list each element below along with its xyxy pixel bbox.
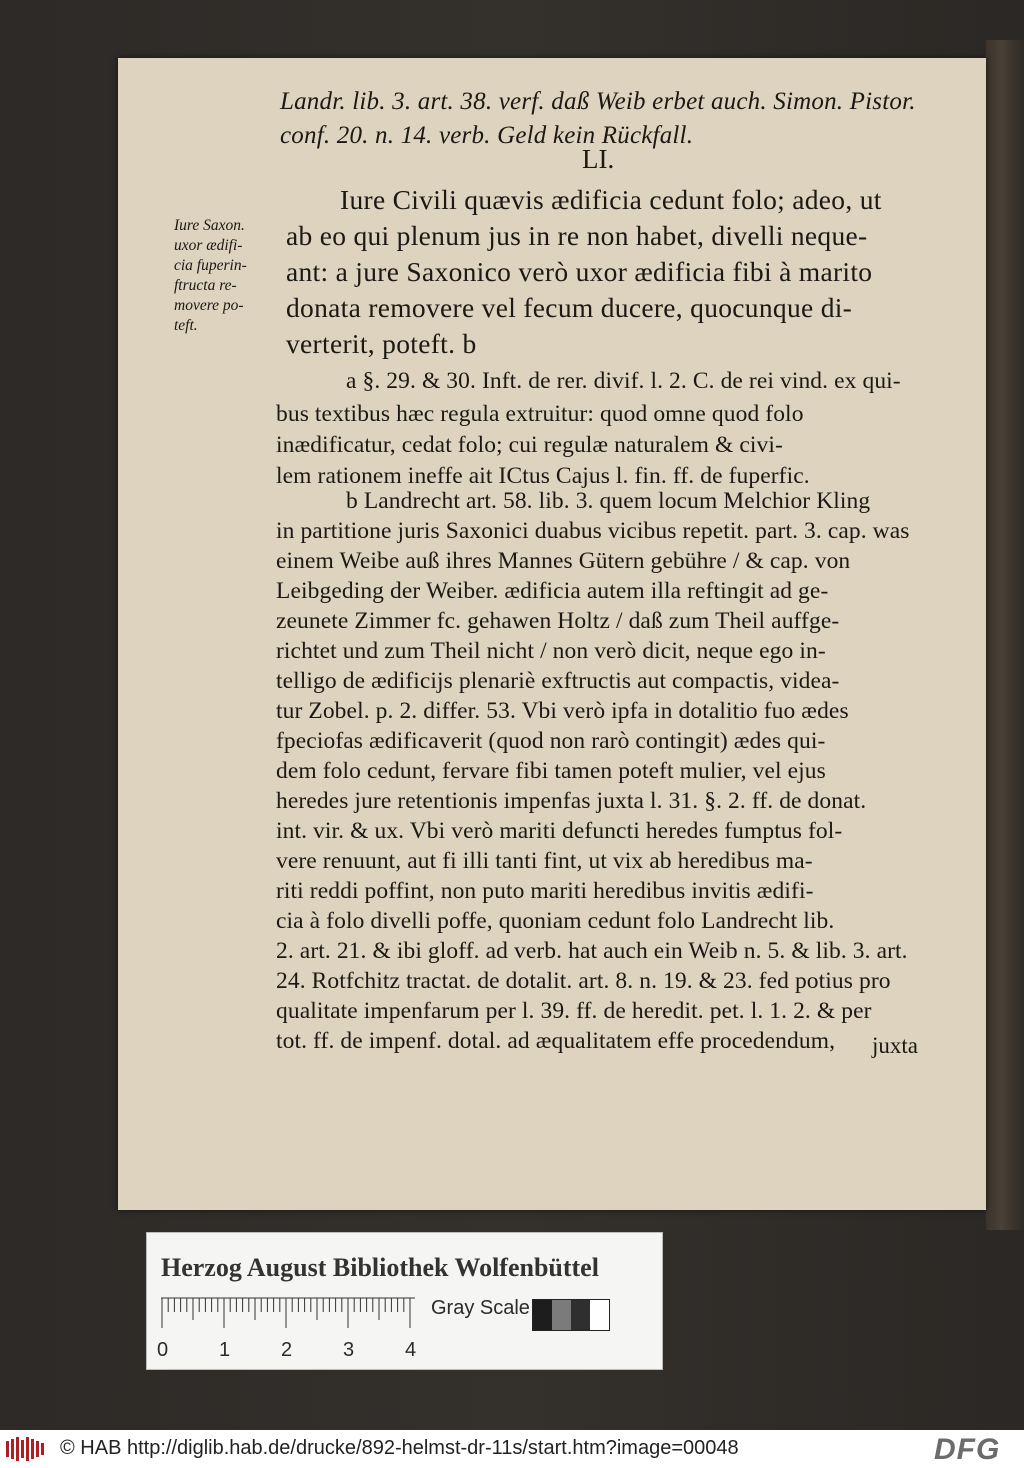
margin-note-line: Iure Saxon. bbox=[174, 217, 245, 234]
footnote-line: tot. ff. de impenf. dotal. ad æqualitatem effe procedendum, bbox=[276, 1028, 836, 1054]
footnote-line: heredes jure retentionis impenfas juxta l. 31. §. 2. ff. de donat. bbox=[276, 788, 867, 814]
footnote-line: zeunete Zimmer fc. gehawen Holtz / daß zum Theil auffge- bbox=[276, 608, 840, 634]
library-name: Herzog August Bibliothek Wolfenbüttel bbox=[161, 1253, 599, 1282]
hab-logo-icon bbox=[6, 1437, 46, 1461]
gray-patch bbox=[533, 1300, 552, 1330]
section-number: LI. bbox=[582, 144, 615, 174]
ruler-number: 4 bbox=[405, 1339, 417, 1361]
footnote-line: a §. 29. & 30. Inft. de rer. divif. l. 2. C. de rei vind. ex qui- bbox=[346, 368, 901, 394]
footnote-line: lem rationem ineffe ait ICtus Cajus l. fin. ff. de fuperfic. bbox=[276, 463, 810, 489]
body-line: ab eo qui plenum jus in re non habet, divelli neque- bbox=[286, 220, 868, 251]
book-page bbox=[118, 58, 986, 1210]
footnote-line: vere renuunt, aut fi illi tanti fint, ut vix ab heredibus ma- bbox=[276, 848, 813, 874]
gray-scale-patches bbox=[532, 1299, 610, 1331]
footnote-line: fpeciofas ædificaverit (quod non rarò contingit) ædes qui- bbox=[276, 728, 826, 754]
footnote-line: b Landrecht art. 58. lib. 3. quem locum Melchior Kling bbox=[346, 488, 871, 514]
gray-patch bbox=[552, 1300, 571, 1330]
dfg-logo: DFG bbox=[934, 1433, 1001, 1466]
ruler-number: 3 bbox=[343, 1339, 355, 1361]
margin-note bbox=[174, 216, 247, 336]
margin-note-line: movere po- bbox=[174, 297, 244, 314]
margin-note-line: cia fuperin- bbox=[174, 257, 247, 274]
footnote-line: einem Weibe auß ihres Mannes Gütern gebühre / & cap. von bbox=[276, 548, 851, 574]
margin-note-line: uxor ædifi- bbox=[174, 237, 243, 254]
ruler-number: 0 bbox=[157, 1339, 169, 1361]
footnote-line: in partitione juris Saxonici duabus vicibus repetit. part. 3. cap. was bbox=[276, 518, 910, 544]
footnote-line: bus textibus hæc regula extruitur: quod omne quod folo bbox=[276, 401, 804, 427]
footnote-line: telligo de ædificijs plenariè exftructis aut compactis, videa- bbox=[276, 668, 840, 694]
footnote-line: 24. Rotfchitz tractat. de dotalit. art. 8. n. 19. & 23. fed potius pro bbox=[276, 968, 891, 994]
footnote-line: riti reddi poffint, non puto mariti heredibus invitis ædifi- bbox=[276, 878, 814, 904]
catchword: juxta bbox=[872, 1033, 918, 1058]
source-url[interactable]: © HAB http://diglib.hab.de/drucke/892-helmst-dr-11s/start.htm?image=00048 bbox=[60, 1437, 739, 1459]
body-line: verterit, poteft. b bbox=[286, 328, 477, 359]
gray-scale-label: Gray Scale bbox=[431, 1297, 530, 1319]
ruler-number: 1 bbox=[219, 1339, 231, 1361]
footnote-line: Leibgeding der Weiber. ædificia autem illa reftingit ad ge- bbox=[276, 578, 829, 604]
ruler-number: 2 bbox=[281, 1339, 293, 1361]
margin-note-line: ftructa re- bbox=[174, 277, 237, 294]
running-head-line-2: conf. 20. n. 14. verb. Geld kein Rückfall. bbox=[280, 122, 694, 149]
scale-ruler bbox=[161, 1297, 415, 1337]
body-line: Iure Civili quævis ædificia cedunt folo; adeo, ut bbox=[340, 184, 882, 215]
footnote-line: tur Zobel. p. 2. differ. 53. Vbi verò ipfa in dotalitio fuo ædes bbox=[276, 698, 849, 724]
color-calibration-card bbox=[146, 1232, 663, 1370]
body-line: donata removere vel fecum ducere, quocunque di- bbox=[286, 292, 853, 323]
page-edge bbox=[986, 40, 1024, 1230]
footer-bar bbox=[0, 1430, 1024, 1468]
footnote-line: richtet und zum Theil nicht / non verò dicit, neque ego in- bbox=[276, 638, 826, 664]
running-head-line-1: Landr. lib. 3. art. 38. verf. daß Weib erbet auch. Simon. Pistor. bbox=[280, 88, 916, 115]
gray-patch bbox=[571, 1300, 590, 1330]
body-line: ant: a jure Saxonico verò uxor ædificia fibi à marito bbox=[286, 256, 873, 287]
footnote-line: inædificatur, cedat folo; cui regulæ naturalem & civi- bbox=[276, 432, 783, 458]
footnote-line: dem folo cedunt, fervare fibi tamen poteft mulier, vel ejus bbox=[276, 758, 826, 784]
footnote-line: cia à folo divelli poffe, quoniam cedunt folo Landrecht lib. bbox=[276, 908, 835, 934]
footnote-line: qualitate impenfarum per l. 39. ff. de heredit. pet. l. 1. 2. & per bbox=[276, 998, 872, 1024]
footnote-line: 2. art. 21. & ibi gloff. ad verb. hat auch ein Weib n. 5. & lib. 3. art. bbox=[276, 938, 908, 964]
margin-note-line: teft. bbox=[174, 317, 198, 334]
footnote-line: int. vir. & ux. Vbi verò mariti defuncti heredes fumptus fol- bbox=[276, 818, 843, 844]
gray-patch bbox=[590, 1300, 609, 1330]
